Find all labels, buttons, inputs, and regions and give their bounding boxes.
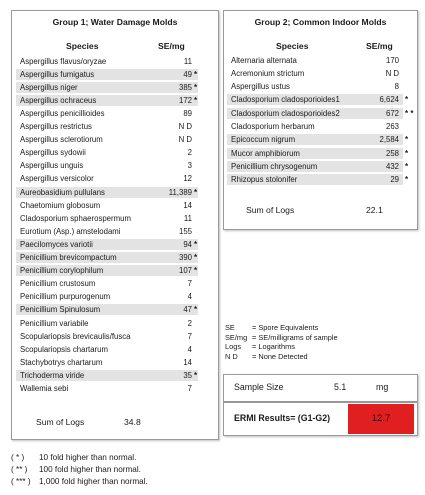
- elevation-marker: *: [194, 370, 198, 380]
- se-value: 672: [385, 108, 399, 118]
- sample-size-box: [223, 374, 418, 402]
- se-value: 12: [183, 174, 192, 184]
- table-row: [16, 56, 198, 67]
- se-value: 89: [183, 108, 192, 118]
- se-value: 7: [187, 331, 192, 341]
- species-name: Aspergillus ochraceus: [20, 95, 97, 105]
- table-row: [16, 134, 198, 145]
- species-name: Wallemia sebi: [20, 384, 69, 393]
- elevation-marker: *: [194, 266, 198, 276]
- table-row: [16, 370, 198, 381]
- footnote-3: [11, 477, 148, 486]
- species-name: Penicillium crustosum: [20, 279, 96, 289]
- group1-species-header: Species: [66, 41, 99, 51]
- species-name: Aspergillus penicillioides: [20, 108, 105, 118]
- table-row: [16, 239, 198, 250]
- legend-term: SE/mg: [225, 332, 248, 342]
- se-value: 390: [178, 253, 192, 262]
- species-name: Penicillium chrysogenum: [231, 161, 318, 171]
- legend-term: Logs: [225, 342, 242, 352]
- se-value: 8: [394, 82, 399, 92]
- table-row: [227, 161, 409, 172]
- legend-def: = Logarithms: [252, 342, 295, 352]
- se-value: N D: [385, 68, 399, 78]
- group2-sum-value: 22.1: [366, 205, 383, 215]
- species-name: Aspergillus sclerotiorum: [20, 135, 103, 145]
- table-row: [16, 357, 198, 368]
- species-name: Chaetomium globosum: [20, 200, 101, 210]
- se-value: 385: [178, 82, 192, 92]
- species-name: Rhizopus stolonifer: [231, 175, 298, 185]
- species-name: Aspergillus sydowii: [20, 148, 86, 158]
- table-row: [227, 94, 409, 105]
- table-row: [16, 252, 198, 263]
- group1-sum-label: Sum of Logs: [36, 417, 85, 427]
- group2-se-header: SE/mg: [366, 41, 393, 51]
- table-row: [227, 68, 403, 79]
- species-name: Scopulariopsis chartarum: [20, 344, 108, 354]
- elevation-marker: *: [194, 253, 198, 262]
- se-value: 3: [187, 161, 192, 171]
- table-row: [16, 200, 198, 211]
- legend-def: = SE/milligrams of sample: [252, 332, 338, 342]
- table-row: [16, 147, 198, 158]
- table-row: [16, 213, 198, 224]
- se-value: 11: [183, 213, 192, 223]
- se-value: 29: [390, 175, 399, 185]
- se-value: 14: [183, 200, 192, 210]
- table-row: [16, 318, 198, 329]
- se-value: 35: [183, 370, 192, 380]
- group1-sum-value: 34.8: [124, 417, 141, 427]
- elevation-marker: *: [194, 239, 198, 249]
- se-value: 49: [183, 69, 192, 79]
- elevation-marker: *: [194, 69, 198, 79]
- sample-size-value: 5.1: [334, 382, 347, 392]
- species-name: Cladosporium cladosporioides1: [231, 95, 340, 105]
- sample-size-label: Sample Size: [234, 382, 284, 392]
- table-row: [227, 55, 403, 66]
- footnote-1: [11, 453, 136, 462]
- legend-row: [225, 333, 338, 343]
- legend-def: = Spore Equivalents: [252, 323, 319, 332]
- abbreviation-legend: [225, 323, 338, 361]
- se-value: 2,584: [379, 135, 399, 145]
- group1-se-header: SE/mg: [158, 41, 185, 51]
- table-row: [16, 278, 198, 289]
- se-value: 172: [178, 95, 192, 105]
- table-row: [16, 160, 198, 171]
- table-row: [16, 226, 198, 237]
- footnote-text: 100 fold higher than normal.: [39, 465, 141, 474]
- species-name: Cladosporium herbarum: [231, 122, 315, 131]
- species-name: Penicillium purpurogenum: [20, 292, 111, 302]
- se-value: 7: [187, 384, 192, 393]
- species-name: Aspergillus ustus: [231, 82, 290, 92]
- elevation-marker: *: [405, 95, 409, 105]
- se-value: 11,389: [168, 187, 192, 197]
- species-name: Aspergillus niger: [20, 82, 78, 92]
- legend-term: N D: [225, 351, 238, 361]
- species-name: Penicillium brevicompactum: [20, 253, 117, 262]
- footnote-text: 10 fold higher than normal.: [39, 453, 137, 462]
- legend-term: SE: [225, 323, 235, 332]
- table-row: [16, 291, 198, 302]
- species-name: Cladosporium sphaerospermum: [20, 213, 131, 223]
- table-row: [16, 121, 198, 132]
- se-value: 94: [183, 239, 192, 249]
- se-value: 2: [187, 318, 192, 328]
- species-name: Aspergillus unguis: [20, 161, 84, 171]
- legend-def: = None Detected: [252, 351, 308, 361]
- se-value: 432: [385, 161, 399, 171]
- species-name: Aspergillus versicolor: [20, 174, 94, 184]
- se-value: 6,624: [379, 95, 399, 105]
- table-row: [16, 265, 198, 276]
- table-row: [16, 304, 198, 315]
- legend-row: [225, 342, 338, 352]
- footnote-mark: ( * ): [11, 453, 25, 462]
- se-value: 170: [385, 55, 399, 65]
- table-row: [227, 81, 403, 92]
- table-row: [227, 174, 409, 185]
- footnote-text: 1,000 fold higher than normal.: [39, 477, 148, 486]
- group1-title: Group 1; Water Damage Molds: [52, 17, 178, 27]
- se-value: 11: [183, 56, 192, 66]
- table-row: [16, 344, 198, 355]
- species-name: Aureobasidium pullulans: [20, 187, 105, 197]
- species-name: Stachybotrys chartarum: [20, 357, 103, 367]
- group1-panel: [11, 10, 219, 440]
- footnote-2: [11, 465, 141, 474]
- sample-size-unit: mg: [376, 382, 389, 392]
- species-name: Penicillium variabile: [20, 318, 89, 328]
- table-row: [16, 108, 198, 119]
- se-value: 14: [183, 357, 192, 367]
- legend-row: [225, 352, 338, 362]
- footnote-mark: ( ** ): [11, 465, 28, 474]
- table-row: [227, 108, 414, 119]
- elevation-marker: *: [194, 187, 198, 197]
- table-row: [16, 69, 198, 80]
- se-value: 107: [178, 266, 192, 276]
- se-value: N D: [178, 122, 192, 131]
- se-value: 155: [178, 226, 192, 236]
- species-name: Aspergillus restrictus: [20, 122, 92, 131]
- se-value: N D: [178, 135, 192, 145]
- se-value: 7: [187, 279, 192, 289]
- table-row: [16, 95, 198, 106]
- elevation-marker: *: [194, 305, 198, 315]
- elevation-marker: * *: [405, 108, 414, 118]
- ermi-label: ERMI Results= (G1-G2): [234, 413, 331, 423]
- elevation-marker: *: [405, 161, 409, 171]
- se-value: 258: [385, 148, 399, 158]
- species-name: Epicoccum nigrum: [231, 135, 296, 145]
- elevation-marker: *: [405, 175, 409, 185]
- elevation-marker: *: [405, 135, 409, 145]
- ermi-value: 12.7: [348, 404, 414, 434]
- se-value: 4: [187, 292, 192, 302]
- species-name: Mucor amphibiorum: [231, 148, 300, 158]
- table-row: [227, 134, 409, 145]
- elevation-marker: *: [194, 82, 198, 92]
- group2-panel: [223, 10, 418, 230]
- species-name: Acremonium strictum: [231, 68, 305, 78]
- elevation-marker: *: [194, 95, 198, 105]
- table-row: [16, 187, 198, 198]
- table-row: [227, 148, 409, 159]
- group2-sum-label: Sum of Logs: [246, 205, 295, 215]
- se-value: 47: [183, 305, 192, 315]
- species-name: Eurotium (Asp.) amstelodami: [20, 226, 121, 236]
- table-row: [227, 121, 403, 132]
- species-name: Paecilomyces variotii: [20, 239, 93, 249]
- species-name: Penicillium Spinulosum: [20, 305, 101, 315]
- se-value: 4: [187, 344, 192, 354]
- se-value: 2: [187, 148, 192, 158]
- table-row: [16, 331, 198, 342]
- species-name: Alternaria alternata: [231, 55, 297, 65]
- table-row: [16, 82, 198, 93]
- legend-row: [225, 323, 338, 333]
- species-name: Scopulariopsis brevicaulis/fusca: [20, 331, 131, 341]
- group2-species-header: Species: [276, 41, 309, 51]
- ermi-box: [223, 402, 418, 436]
- table-row: [16, 173, 198, 184]
- se-value: 263: [385, 122, 399, 131]
- table-row: [16, 383, 198, 394]
- species-name: Cladosporium cladosporioides2: [231, 108, 340, 118]
- elevation-marker: *: [405, 148, 409, 158]
- species-name: Aspergillus flavus/oryzae: [20, 56, 107, 66]
- species-name: Aspergillus fumigatus: [20, 69, 95, 79]
- species-name: Trichoderma viride: [20, 370, 85, 380]
- group2-title: Group 2; Common Indoor Molds: [254, 17, 387, 27]
- footnote-mark: ( *** ): [11, 477, 31, 486]
- species-name: Penicillium corylophilum: [20, 266, 104, 276]
